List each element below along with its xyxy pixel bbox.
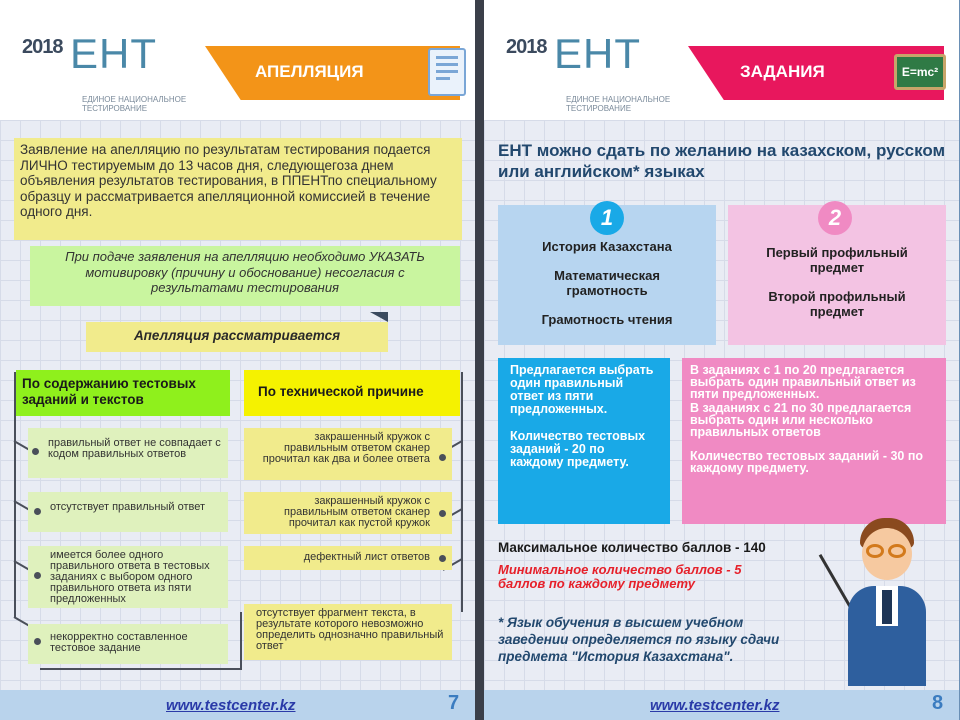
document-icon <box>428 48 466 96</box>
glasses-icon <box>888 544 906 558</box>
technical-item-2 <box>244 492 452 534</box>
bullet-dot-icon <box>439 510 446 517</box>
blue-info-text-2: Количество тестовых заданий - 20 по каждому предмету. <box>510 429 646 469</box>
pink-info-box <box>682 358 946 524</box>
page-divider <box>475 0 484 720</box>
pink-info-text-2: В заданиях с 21 по 30 предлагается выбрать один или несколько правильных ответов <box>690 401 912 439</box>
page-7 <box>0 0 475 720</box>
chalkboard-formula: E=mc² <box>901 65 939 79</box>
logo-title: ЕНТ <box>70 30 157 77</box>
logo-subtitle-line2: ТЕСТИРОВАНИЕ <box>82 104 148 113</box>
headline-text: ЕНТ можно сдать по желанию на казахском, русском или английском* языках <box>498 141 946 181</box>
teacher-tie <box>882 590 892 624</box>
bullet-dot-icon <box>439 555 446 562</box>
language-footnote: * Язык обучения в высшем учебном заведении определяется по языку сдачи предмета "История Казахстана". <box>498 615 780 664</box>
technical-item-4 <box>244 604 452 660</box>
left-connector-line <box>14 372 16 618</box>
content-item-4 <box>28 624 228 664</box>
subject-item: Математическая грамотность <box>554 268 660 298</box>
chalkboard-icon <box>894 54 946 90</box>
bullet-dot-icon <box>34 508 41 515</box>
subject-item: Грамотность чтения <box>541 312 673 327</box>
technical-item-2-text: закрашенный кружок с правильным ответом сканер прочитал как пустой кружок <box>284 495 430 529</box>
subject-item: Первый профильный предмет <box>766 245 908 275</box>
technical-header-text: По технической причине <box>258 384 424 399</box>
content-item-3 <box>28 546 228 608</box>
logo-subtitle-line1: ЕДИНОЕ НАЦИОНАЛЬНОЕ <box>82 95 187 104</box>
technical-item-1 <box>244 428 452 480</box>
ribbon-fold-decoration <box>370 312 388 322</box>
bullet-dot-icon <box>34 572 41 579</box>
page-number: 7 <box>448 692 460 714</box>
technical-item-3 <box>244 546 452 570</box>
content-header-text: По содержанию тестовых заданий и текстов <box>22 376 196 407</box>
logo-subtitle <box>566 95 706 113</box>
technical-item-3-text: дефектный лист ответов <box>303 551 430 563</box>
appeal-note-box <box>30 246 460 306</box>
blue-info-box <box>498 358 670 524</box>
logo-subtitle-line1: ЕДИНОЕ НАЦИОНАЛЬНОЕ <box>566 95 671 104</box>
glasses-icon <box>866 544 884 558</box>
content-header-box <box>16 370 230 416</box>
logo-subtitle-line2: ТЕСТИРОВАНИЕ <box>566 104 632 113</box>
badge-number-1: 1 <box>590 201 624 235</box>
site-link[interactable]: www.testcenter.kz <box>650 697 780 714</box>
badge-number-2: 2 <box>818 201 852 235</box>
appeal-intro-box <box>14 138 462 240</box>
appeal-reviewed-text: Апелляция рассматривается <box>133 328 341 343</box>
subject-item: История Казахстана <box>542 239 672 254</box>
content-item-1 <box>28 428 228 478</box>
right-connector-line <box>461 372 463 612</box>
content-item-2 <box>28 492 228 532</box>
pink-info-text-1: В заданиях с 1 по 20 предлагается выбрать один правильный ответ из пяти предложенных. <box>690 363 916 401</box>
content-item-2-text: отсутствует правильный ответ <box>50 501 206 513</box>
content-item-4-text: некорректно составленное тестовое задание <box>50 631 188 654</box>
site-link[interactable]: www.testcenter.kz <box>166 697 296 714</box>
page-8 <box>484 0 959 720</box>
bottom-connector-line <box>40 668 242 670</box>
logo-year: 2018 <box>506 36 547 58</box>
technical-item-4-text: отсутствует фрагмент текста, в результате которого невозможно определить однозначно правильный ответ <box>256 607 444 652</box>
appeal-note-text: При подаче заявления на апелляцию необходимо УКАЗАТЬ мотивировку (причину и обоснование) несогласия с результатами тестирования <box>65 249 425 295</box>
headline-box <box>498 140 948 182</box>
banner-tasks-label: ЗАДАНИЯ <box>740 62 825 81</box>
blue-info-text-1: Предлагается выбрать один правильный ответ из пяти предложенных. <box>510 363 654 416</box>
bullet-dot-icon <box>32 448 39 455</box>
pink-info-text-3: Количество тестовых заданий - 30 по каждому предмету. <box>690 449 924 475</box>
teacher-illustration <box>824 510 948 688</box>
banner-appeal-label: АПЕЛЛЯЦИЯ <box>255 62 364 81</box>
subject-item: Второй профильный предмет <box>768 289 906 319</box>
content-item-3-text: имеется более одного правильного ответа в тестовых заданиях с выбором одного правильного ответа из пяти предложенных <box>50 549 210 605</box>
min-score-text: Минимальное количество баллов - 5 баллов по каждому предмету <box>498 562 742 591</box>
logo-subtitle <box>82 95 222 113</box>
technical-item-1-text: закрашенный кружок с правильным ответом сканер прочитал как два и более ответа <box>262 431 430 465</box>
appeal-intro-text: Заявление на апелляцию по результатам тестирования подается ЛИЧНО тестируемым до 13 часов дня, следующегоза днем объявления результатов тестирования, в ППЕНТпо специальному образцу и рассматривается апелляционной комиссией в течение одного дня. <box>20 142 437 219</box>
technical-header-box <box>244 370 460 416</box>
bullet-dot-icon <box>439 454 446 461</box>
subjects-box-2 <box>728 205 946 345</box>
bullet-dot-icon <box>34 638 41 645</box>
logo-year: 2018 <box>22 36 63 58</box>
content-item-1-text: правильный ответ не совпадает с кодом правильных ответов <box>48 437 221 460</box>
max-score-text: Максимальное количество баллов - 140 <box>498 540 766 555</box>
subjects-box-1 <box>498 205 716 345</box>
page-number: 8 <box>932 692 944 714</box>
appeal-reviewed-box <box>86 322 388 352</box>
bottom-connector-line <box>240 612 242 670</box>
logo-title: ЕНТ <box>554 30 641 77</box>
